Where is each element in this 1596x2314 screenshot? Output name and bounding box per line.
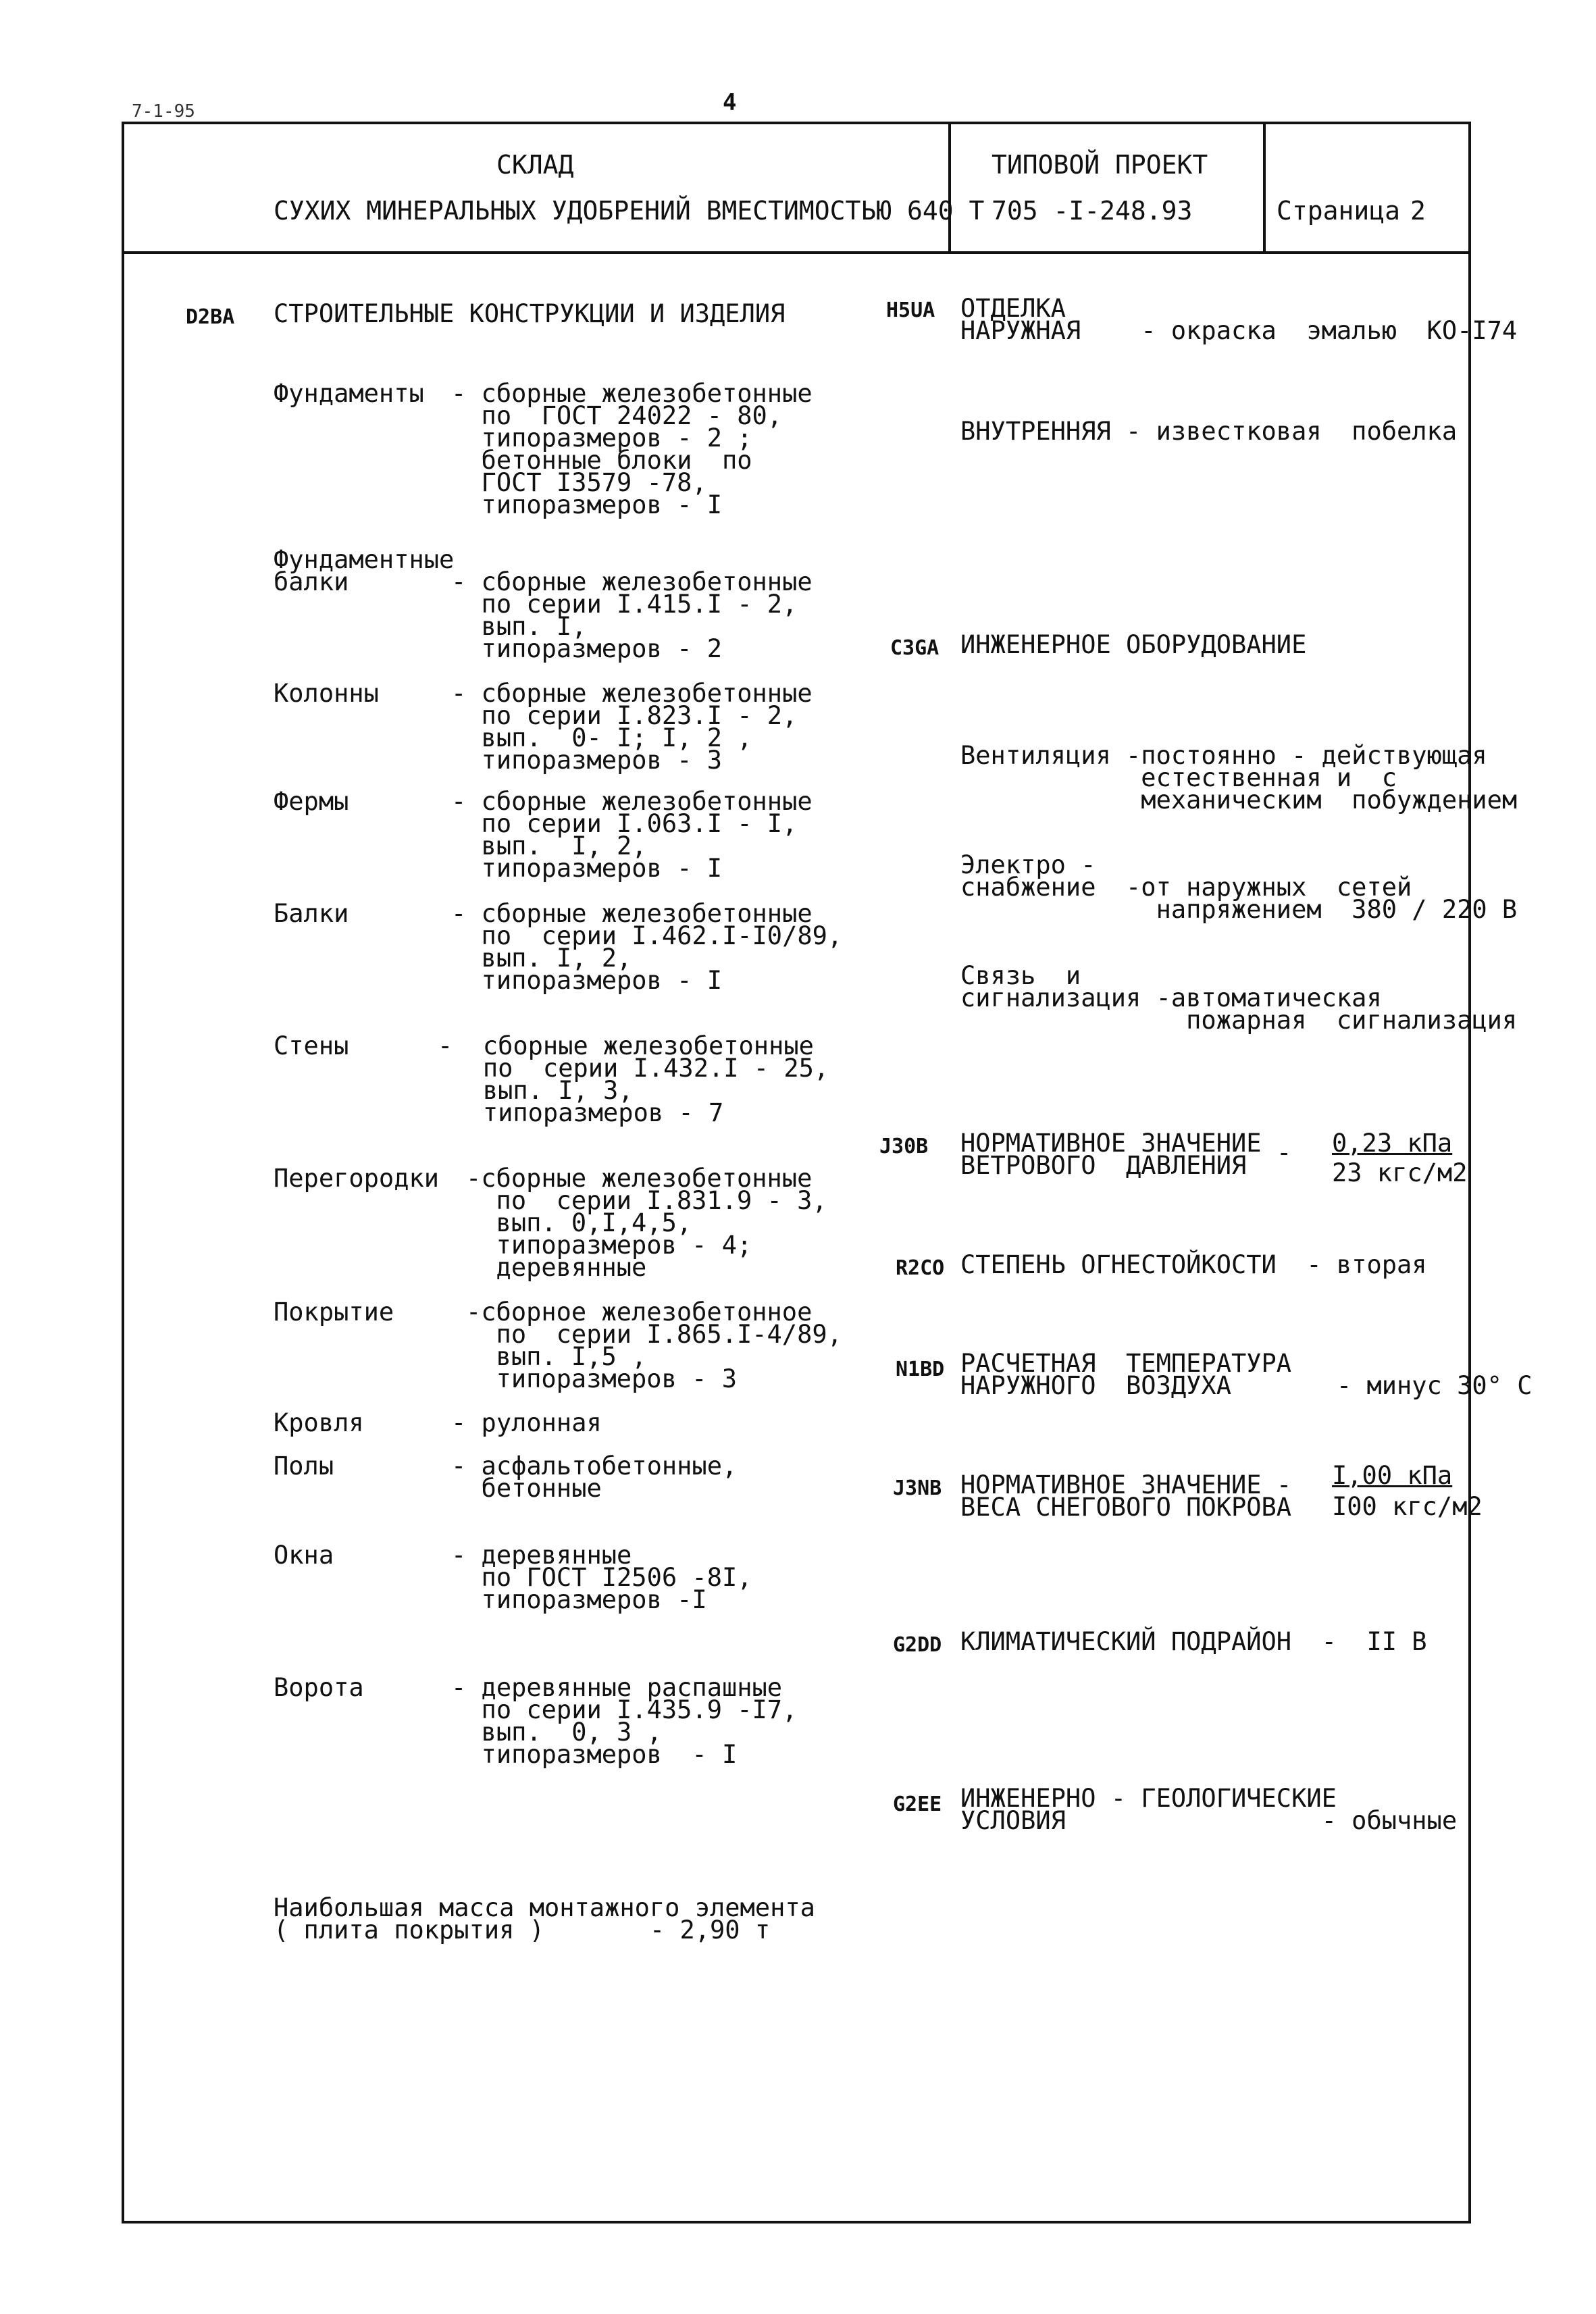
page-number: 4 [723,89,737,116]
header-col-divider-2 [1263,122,1266,253]
wind-value-kgs: 23 кгс/м2 [1332,1158,1468,1187]
equipment-heading: ИНЖЕНЕРНОЕ ОБОРУДОВАНИЕ [960,630,1307,659]
snow-dash: - [1277,1470,1292,1499]
section-code-fire: R2CO [896,1256,945,1280]
item-desc: - сборные железобетонные по серии I.063.I - I, вып. I, 2, типоразмеров - I [451,787,813,883]
header-col-divider-1 [948,122,951,253]
climate-subregion: КЛИМАТИЧЕСКИЙ ПОДРАЙОН - II В [960,1627,1427,1656]
wind-value-kpa: 0,23 кПа [1332,1129,1453,1158]
wind-label: НОРМАТИВНОЕ ЗНАЧЕНИЕ ВЕТРОВОГО ДАВЛЕНИЯ [960,1129,1262,1180]
item-name: Ворота [274,1673,364,1702]
item-desc: - асфальтобетонные, бетонные [451,1451,738,1503]
section-code-finish: H5UA [886,299,935,322]
section-code-snow: J3NB [893,1476,942,1500]
title-line-2: СУХИХ МИНЕРАЛЬНЫХ УДОБРЕНИЙ ВМЕСТИМОСТЬЮ 640 Т [274,196,985,226]
item-name: Кровля [274,1408,364,1437]
section-code-geology: G2EE [893,1793,942,1816]
page-value: 2 [1410,196,1426,226]
section-code-climate: G2DD [893,1633,942,1657]
item-name: Колонны [274,679,379,708]
interior-finish: ВНУТРЕННЯЯ - известковая побелка [960,417,1458,446]
section-heading-structures: СТРОИТЕЛЬНЫЕ КОНСТРУКЦИИ И ИЗДЕЛИЯ [274,299,786,328]
item-desc: - сборные железобетонные по серии I.462.I-I0/89, вып. I, 2, типоразмеров - I [451,899,843,995]
item-name: Полы [274,1451,334,1481]
item-name: Окна [274,1541,334,1570]
item-name: Фундаментные балки [274,545,455,596]
item-desc: -сборные железобетонные по серии I.831.9 - 3, вып. 0,I,4,5, типоразмеров - 4; деревянные [466,1164,827,1282]
power-supply: Электро - снабжение -от наружных сетей напряжением 380 / 220 В [960,850,1518,924]
max-mass-note: Наибольшая масса монтажного элемента ( плита покрытия ) - 2,90 т [274,1893,815,1945]
communications: Связь и сигнализация -автоматическая пожарная сигнализация [960,961,1518,1035]
item-desc: - рулонная [451,1408,602,1437]
finish-section: ОТДЕЛКА НАРУЖНАЯ - окраска эмалью КО-I74 [960,294,1518,345]
item-name: Перегородки [274,1164,440,1193]
item-name: Покрытие [274,1297,394,1327]
section-code-equipment: C3GA [890,636,939,660]
section-code-structures: D2BA [186,305,235,329]
geology-conditions: ИНЖЕНЕРНО - ГЕОЛОГИЧЕСКИЕ УСЛОВИЯ - обычные [960,1784,1458,1835]
snow-label: НОРМАТИВНОЕ ЗНАЧЕНИЕ ВЕСА СНЕГОВОГО ПОКРОВА [960,1470,1292,1522]
snow-value-kgs: I00 кгс/м2 [1332,1492,1483,1521]
item-name: Фундаменты [274,379,424,408]
archive-stamp: 7-1-95 [132,101,195,122]
item-desc: - сборные железобетонные по серии I.823.I - 2, вып. 0- I; I, 2 , типоразмеров - 3 [451,679,813,775]
item-desc: - сборные железобетонные по серии I.415.I - 2, вып. I, типоразмеров - 2 [451,567,813,663]
item-desc: - сборные железобетонные по серии I.432.I - 25, вып. I, 3, типоразмеров - 7 [438,1031,829,1127]
snow-value-kpa: I,00 кПа [1332,1461,1453,1490]
item-desc: -сборное железобетонное по серии I.865.I-4/89, вып. I,5 , типоразмеров - 3 [466,1297,842,1393]
item-desc: - сборные железобетонные по ГОСТ 24022 - 80, типоразмеров - 2 ; бетонные блоки по ГОСТ I3579 -78, типоразмеров - I [451,379,813,519]
section-code-temperature: N1BD [896,1358,945,1381]
ventilation: Вентиляция -постоянно - действующая естественная и с механическим побуждением [960,741,1518,815]
wind-dash: - [1277,1138,1292,1167]
page-label: Страница [1277,196,1401,226]
item-name: Стены [274,1031,349,1060]
item-desc: - деревянные по ГОСТ I2506 -8I, типоразмеров -I [451,1541,752,1614]
item-desc: - деревянные распашные по серии I.435.9 -I7, вып. 0, 3 , типоразмеров - I [451,1673,798,1769]
item-name: Балки [274,899,349,928]
design-temperature: РАСЧЕТНАЯ ТЕМПЕРАТУРА НАРУЖНОГО ВОЗДУХА - минус 30° С [960,1349,1533,1400]
section-code-wind: J30B [879,1135,929,1158]
project-number: 705 -I-248.93 [992,196,1193,226]
item-name: Фермы [274,787,349,816]
fire-resistance: СТЕПЕНЬ ОГНЕСТОЙКОСТИ - вторая [960,1250,1427,1279]
header-divider [122,251,1471,254]
title-line-1: СКЛАД [496,150,574,180]
project-label: ТИПОВОЙ ПРОЕКТ [992,150,1208,180]
